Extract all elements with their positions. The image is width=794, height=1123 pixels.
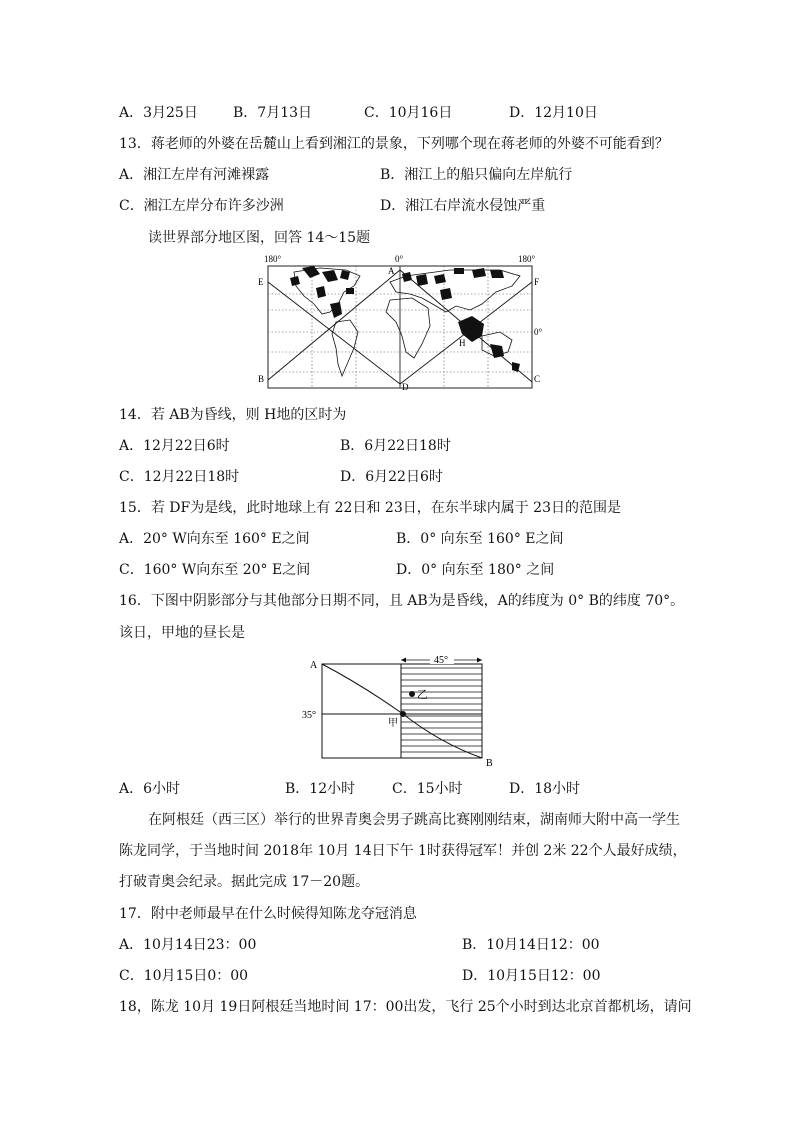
q17-option-a: A．10月14日23：00 [119,937,257,953]
q17-option-d: D．10月15日12：00 [462,968,601,984]
map-point-c: C [534,374,541,384]
q16-option-b: B．12小时 [285,781,356,797]
passage-line-1: 在阿根廷（西三区）举行的世界青奥会男子跳高比赛刚刚结束，湖南师大附中高一学生 [148,812,680,828]
q15-stem: 15．若 DF为是线，此时地球上有 22日和 23日，在东半球内属于 23日的范围是 [119,500,621,516]
q13-stem: 13．蒋老师的外婆在岳麓山上看到湘江的景象，下列哪个现在蒋老师的外婆不可能看到？ [119,136,669,152]
fig16-label-35: 35° [302,710,316,721]
map-lat-eq-label: 0° [534,327,543,337]
q12-option-c: C．10月16日 [364,105,453,121]
passage-line-3: 打破青奥会纪录。据此完成 17－20题。 [119,874,370,890]
fig16-label-b: B [486,758,493,769]
map-lon-right-label: 180° [518,254,536,264]
map-point-h: H [459,338,466,348]
fig16-label-jia: 甲 [388,718,398,729]
q12-option-b: B．7月13日 [233,105,313,121]
q14-option-b: B．6月22日18时 [340,438,451,454]
passage-line-2: 陈龙同学，于当地时间 2018年 10月 14日下午 1时获得冠军！并创 2米 22个人最好成绩， [119,843,687,859]
q15-option-a: A．20° W向东至 160° E之间 [119,531,310,547]
q16-figure [300,652,500,770]
q17-stem: 17．附中老师最早在什么时候得知陈龙夺冠消息 [119,906,417,922]
q14-option-d: D．6月22日6时 [340,469,443,485]
q14-stem: 14．若 AB为昏线，则 H地的区时为 [119,407,347,423]
map-point-d: D [402,382,409,392]
fig16-label-a: A [310,660,318,671]
q15-option-b: B．0° 向东至 160° E之间 [396,531,564,547]
map-point-e: E [258,277,264,287]
q14-option-a: A．12月22日6时 [119,438,230,454]
map-point-a: A [388,266,395,276]
map-point-b: B [258,374,265,384]
q13-option-a: A．湘江左岸有河滩裸露 [119,167,270,183]
q16-option-c: C．15小时 [392,781,463,797]
q12-option-d: D．12月10日 [509,105,598,121]
q18-stem: 18，陈龙 10月 19日阿根廷当地时间 17：00出发，飞行 25个小时到达北京首都机场，请问 [119,999,692,1015]
q13-option-d: D．湘江右岸流水侵蚀严重 [380,198,546,214]
intro-14-15: 读世界部分地区图，回答 14～15题 [148,230,371,246]
map-lon-left-label: 180° [264,254,282,264]
fig16-label-yi: 乙 [417,689,428,701]
q15-option-d: D．0° 向东至 180° 之间 [396,562,555,578]
q16-option-a: A．6小时 [119,781,181,797]
q12-option-a: A．3月25日 [119,105,198,121]
q15-option-c: C．160° W向东至 20° E之间 [119,562,311,578]
q17-option-c: C．10月15日0：00 [119,968,249,984]
fig16-label-45: 45° [434,655,448,666]
q17-option-b: B．10月14日12：00 [462,937,600,953]
q13-option-c: C．湘江左岸分布许多沙洲 [119,198,284,214]
q13-option-b: B．湘江上的船只偏向左岸航行 [380,167,573,183]
q16-stem-line-2: 该日，甲地的昼长是 [119,625,245,641]
map-lon-mid-label: 0° [395,254,404,264]
q16-option-d: D．18小时 [509,781,581,797]
map-point-f: F [534,277,540,287]
world-map-figure [250,252,550,394]
q16-stem-line-1: 16．下图中阴影部分与其他部分日期不同，且 AB为是昏线，A的纬度为 0° B的纬度 70°。 [119,593,685,609]
q14-option-c: C．12月22日18时 [119,469,240,485]
